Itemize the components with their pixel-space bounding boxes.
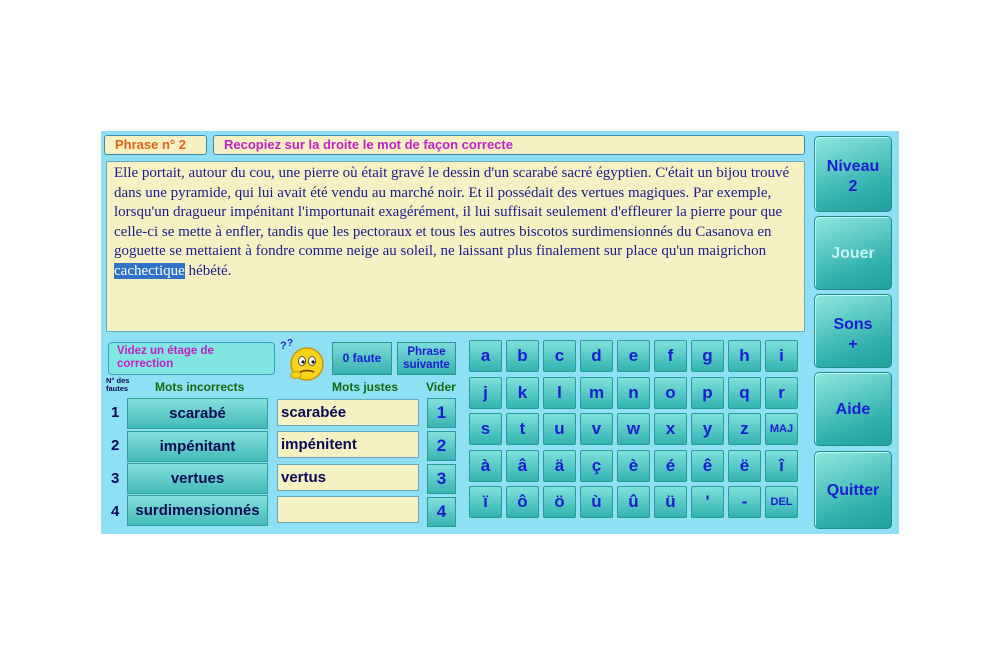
key-a[interactable]: a bbox=[469, 340, 502, 372]
svg-text:?: ? bbox=[280, 340, 287, 352]
key-o[interactable]: o bbox=[654, 377, 687, 409]
svg-text:?: ? bbox=[287, 338, 294, 349]
sounds-button[interactable] bbox=[814, 294, 892, 368]
key-p[interactable]: p bbox=[691, 377, 724, 409]
key-â[interactable]: â bbox=[506, 450, 539, 482]
correct-word-input[interactable]: scarabée bbox=[277, 399, 419, 426]
clear-header: Vider bbox=[426, 380, 456, 394]
clear-row-button[interactable]: 2 bbox=[427, 431, 456, 461]
correct-word-input[interactable]: vertus bbox=[277, 464, 419, 491]
row-number: 1 bbox=[111, 404, 120, 421]
key-ç[interactable]: ç bbox=[580, 450, 613, 482]
key-dash[interactable]: - bbox=[728, 486, 761, 518]
key-è[interactable]: è bbox=[617, 450, 650, 482]
thinking-face-icon bbox=[280, 337, 330, 387]
level-value: 2 bbox=[848, 178, 858, 195]
key-n[interactable]: n bbox=[617, 377, 650, 409]
key-ü[interactable]: ü bbox=[654, 486, 687, 518]
incorrect-word: vertues bbox=[127, 463, 268, 494]
key-ô[interactable]: ô bbox=[506, 486, 539, 518]
key-i[interactable]: i bbox=[765, 340, 798, 372]
instruction-text: Recopiez sur la droite le mot de façon correcte bbox=[213, 135, 805, 155]
sounds-label: Sons bbox=[833, 316, 873, 333]
key-del[interactable]: DEL bbox=[765, 486, 798, 518]
correct-word-input[interactable] bbox=[277, 496, 419, 523]
key-ë[interactable]: ë bbox=[728, 450, 761, 482]
quit-button[interactable]: Quitter bbox=[814, 451, 892, 529]
key-maj[interactable]: MAJ bbox=[765, 413, 798, 445]
errors-count-button[interactable]: 0 faute bbox=[332, 342, 392, 375]
row-number: 2 bbox=[111, 437, 120, 454]
key-ö[interactable]: ö bbox=[543, 486, 576, 518]
key-ä[interactable]: ä bbox=[543, 450, 576, 482]
passage-after: hébété. bbox=[184, 262, 232, 279]
row-number: 4 bbox=[111, 503, 120, 520]
correct-word-input[interactable]: impénitent bbox=[277, 431, 419, 458]
passage-text bbox=[106, 161, 805, 332]
key-û[interactable]: û bbox=[617, 486, 650, 518]
clear-row-button[interactable]: 3 bbox=[427, 464, 456, 494]
key-m[interactable]: m bbox=[580, 377, 613, 409]
play-button[interactable]: Jouer bbox=[814, 216, 892, 290]
passage-highlight[interactable]: cachectique bbox=[114, 262, 185, 279]
key-é[interactable]: é bbox=[654, 450, 687, 482]
key-r[interactable]: r bbox=[765, 377, 798, 409]
key-ï[interactable]: ï bbox=[469, 486, 502, 518]
key-g[interactable]: g bbox=[691, 340, 724, 372]
phrase-number: Phrase n° 2 bbox=[104, 135, 207, 155]
virtual-keyboard bbox=[469, 340, 804, 530]
incorrect-word: impénitant bbox=[127, 431, 268, 462]
key-c[interactable]: c bbox=[543, 340, 576, 372]
key-t[interactable]: t bbox=[506, 413, 539, 445]
key-l[interactable]: l bbox=[543, 377, 576, 409]
key-e[interactable]: e bbox=[617, 340, 650, 372]
level-label: Niveau bbox=[826, 158, 880, 175]
incorrect-word: surdimensionnés bbox=[127, 495, 268, 526]
app-window bbox=[101, 131, 899, 534]
incorrect-word: scarabé bbox=[127, 398, 268, 429]
row-number: 3 bbox=[111, 470, 120, 487]
key-z[interactable]: z bbox=[728, 413, 761, 445]
key-b[interactable]: b bbox=[506, 340, 539, 372]
key-f[interactable]: f bbox=[654, 340, 687, 372]
fault-number-header: N° des fautes bbox=[106, 376, 130, 393]
key-s[interactable]: s bbox=[469, 413, 502, 445]
incorrect-words-header: Mots incorrects bbox=[155, 380, 245, 394]
clear-row-button[interactable]: 1 bbox=[427, 398, 456, 428]
key-ê[interactable]: ê bbox=[691, 450, 724, 482]
key-u[interactable]: u bbox=[543, 413, 576, 445]
next-sentence-button[interactable]: Phrase suivante bbox=[397, 342, 456, 375]
key-ù[interactable]: ù bbox=[580, 486, 613, 518]
help-button[interactable]: Aide bbox=[814, 372, 892, 446]
key-q[interactable]: q bbox=[728, 377, 761, 409]
key-î[interactable]: î bbox=[765, 450, 798, 482]
key-w[interactable]: w bbox=[617, 413, 650, 445]
key-d[interactable]: d bbox=[580, 340, 613, 372]
key-k[interactable]: k bbox=[506, 377, 539, 409]
clear-stage-button[interactable]: Videz un étage de correction bbox=[108, 342, 275, 375]
key-apostrophe[interactable]: ' bbox=[691, 486, 724, 518]
key-x[interactable]: x bbox=[654, 413, 687, 445]
key-h[interactable]: h bbox=[728, 340, 761, 372]
sounds-plus: + bbox=[848, 336, 858, 353]
passage-before: Elle portait, autour du cou, une pierre où était gravé le dessin d'un scarabé sacré égyptien. C'était un bijou trouvé dans une pyramide, qui lui avait été vendu au marché noir. Et il possédait des vertues magiques. Par exemple, lorsqu'un dragueur impénitant l'importunait exagérément, il lui suffisait seulement d'effleurer la pierre pour que celle-ci se mette à enfler, tandis que les pectoraux et tous les autres biscotos surdimensionnés du Casanova en goguette se mettaient à fondre comme neige au soleil, ne laissant plus finalement sur place qu'un maigrichon bbox=[114, 165, 790, 259]
key-v[interactable]: v bbox=[580, 413, 613, 445]
level-button[interactable] bbox=[814, 136, 892, 212]
correct-words-header: Mots justes bbox=[332, 380, 399, 394]
key-y[interactable]: y bbox=[691, 413, 724, 445]
key-j[interactable]: j bbox=[469, 377, 502, 409]
clear-row-button[interactable]: 4 bbox=[427, 497, 456, 527]
key-à[interactable]: à bbox=[469, 450, 502, 482]
